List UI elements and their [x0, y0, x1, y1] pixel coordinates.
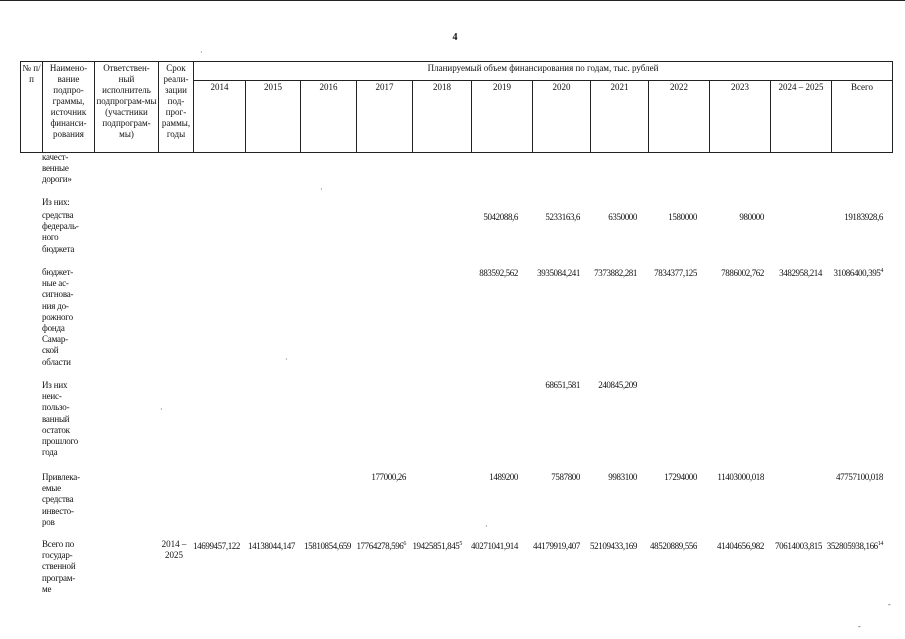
- header-plan: Планируемый объем финансирования по годам, тыс. рублей: [194, 62, 893, 81]
- table-cell: 240845,209: [598, 380, 637, 390]
- table-cell: 1489200: [489, 472, 518, 482]
- table-cell: 41404656,982: [717, 541, 764, 551]
- table-cell: 3935084,241: [537, 268, 580, 278]
- page-number: 4: [452, 32, 458, 43]
- table-cell: 19183928,6: [844, 212, 883, 222]
- scan-speck: ·: [485, 522, 488, 531]
- footnote-marker: 5: [459, 541, 462, 547]
- table-cell: 47757100,018: [836, 472, 883, 482]
- row-label: качест- венные дороги»: [42, 152, 72, 185]
- header-num: № п/п: [21, 62, 43, 153]
- footnote-marker: 4: [880, 268, 883, 274]
- table-cell: 44179919,407: [533, 541, 580, 551]
- table-cell: 7834377,125: [654, 268, 697, 278]
- table-cell: 5042088,6: [483, 212, 518, 222]
- table-cell: 19425851,845$^5$: [412, 541, 462, 551]
- table-cell: 3482958,214: [779, 268, 822, 278]
- header-year: 2015: [246, 81, 301, 153]
- table-cell: 17294000: [664, 472, 697, 482]
- scan-speck: -: [888, 600, 891, 609]
- scan-speck: ·: [320, 185, 323, 194]
- scan-speck: -: [858, 622, 861, 631]
- row-term: 2014 – 2025: [161, 539, 187, 561]
- row-label: бюджет- ные ас- сигнова- ния до- рожного фонда Самар- ской области: [42, 267, 74, 367]
- scan-speck: ·: [285, 355, 288, 364]
- table-cell: 980000: [739, 212, 764, 222]
- header-year: 2021: [591, 81, 649, 153]
- header-year: 2023: [710, 81, 771, 153]
- table-cell: 1580000: [668, 212, 697, 222]
- table-cell: 5233163,6: [545, 212, 580, 222]
- row-label: Из них:: [42, 197, 70, 207]
- footnote-marker: 6: [403, 541, 406, 547]
- scan-speck: ·: [200, 48, 203, 57]
- header-term: Срок реали-зации под-прог-раммы, годы: [159, 62, 194, 153]
- table-cell: 70614003,815: [775, 541, 822, 551]
- table-cell: 40271041,914: [471, 541, 518, 551]
- header-year: 2017: [357, 81, 413, 153]
- header-name: Наимено-вание подпро-граммы, источник финанси-рования: [43, 62, 95, 153]
- header-year: 2018: [413, 81, 472, 153]
- table-cell: 7886002,762: [721, 268, 764, 278]
- table-cell: 9983100: [608, 472, 637, 482]
- header-year: 2024 – 2025: [771, 81, 832, 153]
- table-cell: 14699457,122: [193, 541, 240, 551]
- header-year: 2016: [301, 81, 357, 153]
- header-total: Всего: [832, 81, 893, 153]
- table-cell: 17764278,596$^6$: [356, 541, 406, 551]
- header-year: 2014: [194, 81, 246, 153]
- header-year: 2020: [533, 81, 591, 153]
- table-cell: 52109433,169: [590, 541, 637, 551]
- row-label: Привлека- емые средства инвесто- ров: [42, 472, 80, 527]
- row-label: Из них неис- пользо- ванный остаток прошлого года: [42, 380, 79, 458]
- table-cell: 11403000,018: [717, 472, 764, 482]
- table-cell: 14138044,147: [248, 541, 295, 551]
- table-cell: 6350000: [608, 212, 637, 222]
- table-cell: 7587800: [551, 472, 580, 482]
- row-label: Всего по государ- ственной програм- ме: [42, 539, 76, 594]
- row-label: средства федераль- ного бюджета: [42, 210, 79, 254]
- financing-table: [20, 61, 893, 153]
- table-cell: 352805938,166$^{14}$: [826, 541, 883, 551]
- table-cell: 31086400,395$^4$: [833, 268, 883, 278]
- header-year: 2019: [472, 81, 533, 153]
- table-cell: 15810854,659: [304, 541, 351, 551]
- table-cell: 883592,562: [479, 268, 518, 278]
- table-cell: 177000,26: [371, 472, 406, 482]
- scan-speck: ·: [160, 405, 163, 414]
- table-cell: 48520889,556: [650, 541, 697, 551]
- table-cell: 7373882,281: [594, 268, 637, 278]
- footnote-marker: 14: [877, 541, 883, 547]
- header-executor: Ответствен-ный исполнитель подпрограм-мы (участники подпрограм-мы): [95, 62, 159, 153]
- table-cell: 68651,581: [545, 380, 580, 390]
- top-rule: [0, 0, 905, 1]
- header-year: 2022: [649, 81, 710, 153]
